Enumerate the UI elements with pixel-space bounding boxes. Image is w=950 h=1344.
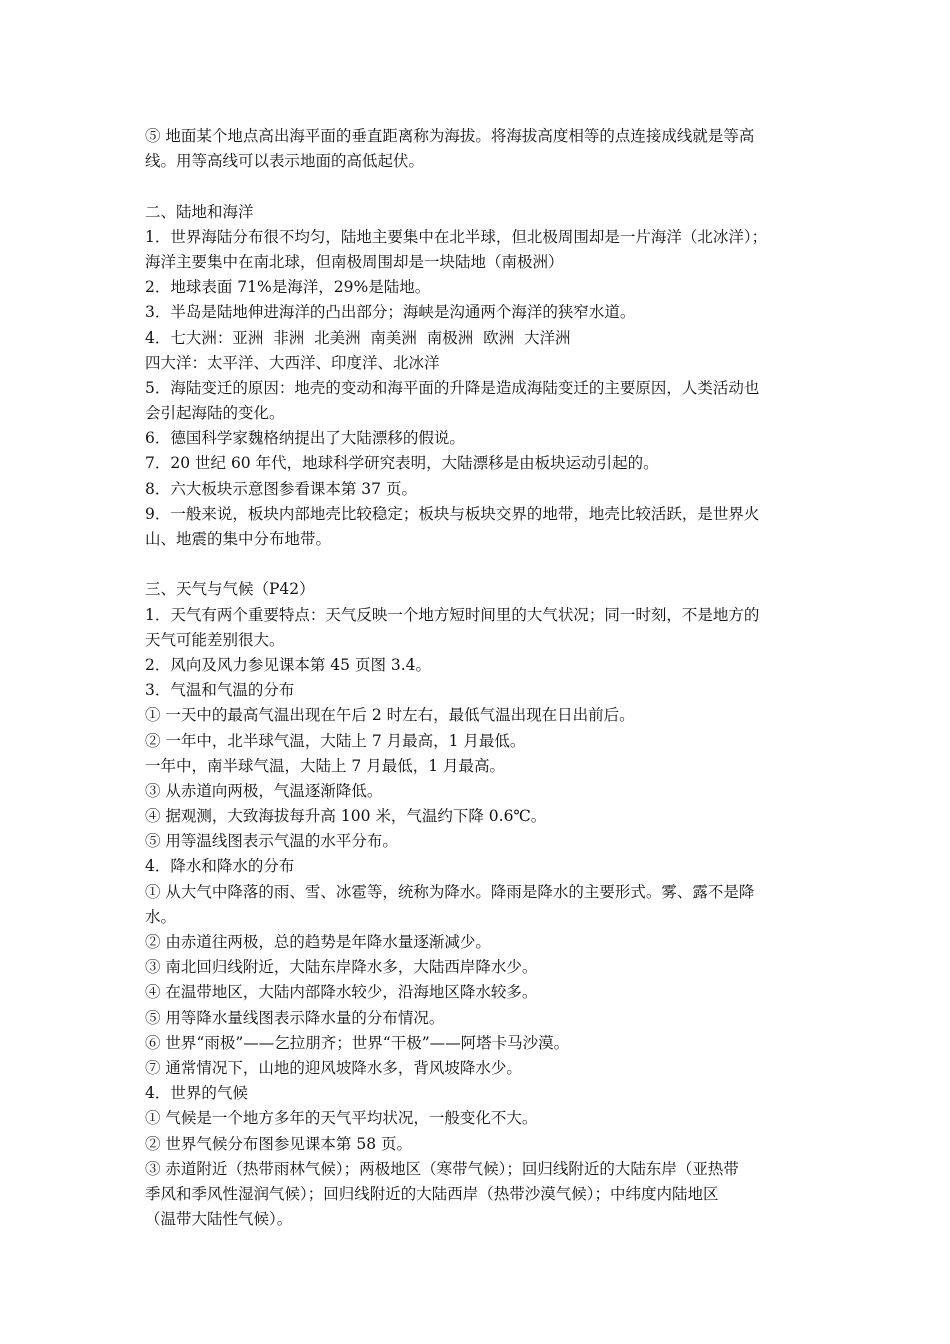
text-line: （温带大陆性气候）。 bbox=[145, 1210, 293, 1229]
text-line: 4．七大洲：亚洲 非洲 北美洲 南美洲 南极洲 欧洲 大洋洲 bbox=[145, 328, 571, 347]
text-line: 季风和季风性湿润气候）；回归线附近的大陆西岸（热带沙漠气候）；中纬度内陆地区 bbox=[145, 1184, 719, 1203]
document-page bbox=[145, 124, 825, 1232]
text-line: ③ 从赤道向两极，气温逐渐降低。 bbox=[145, 781, 383, 800]
text-line: 山、地震的集中分布地带。 bbox=[145, 530, 332, 548]
text-line: 9．一般来说，板块内部地壳比较稳定；板块与板块交界的地带，地壳比较活跃，是世界火 bbox=[145, 504, 760, 523]
text-line: 4．降水和降水的分布 bbox=[145, 857, 295, 876]
text-line: ② 世界气候分布图参见课本第 58 页。 bbox=[145, 1134, 413, 1153]
text-line: ② 由赤道往两极，总的趋势是年降水量逐渐减少。 bbox=[145, 933, 491, 951]
text-line: 天气可能差别很大。 bbox=[145, 630, 285, 649]
text-line: 1．天气有两个重要特点：天气反映一个地方短时间里的大气状况；同一时刻，不是地方的 bbox=[145, 605, 760, 624]
text-line: ⑤ 用等温线图表示气温的水平分布。 bbox=[145, 832, 398, 851]
text-line: 海洋主要集中在南北球，但南极周围却是一块陆地（南极洲） bbox=[145, 252, 564, 271]
text-line: 2．风向及风力参见课本第 45 页图 3.4。 bbox=[145, 655, 432, 674]
text-line: ① 气候是一个地方多年的天气平均状况，一般变化不大。 bbox=[145, 1109, 538, 1128]
text-line: ③ 赤道附近（热带雨林气候）；两极地区（寒带气候）；回归线附近的大陆东岸（亚热带 bbox=[145, 1159, 739, 1178]
text-line: 6．德国科学家魏格纳提出了大陆漂移的假说。 bbox=[145, 429, 465, 448]
text-line: ⑦ 通常情况下，山地的迎风坡降水多，背风坡降水少。 bbox=[145, 1058, 522, 1077]
text-line: ① 一天中的最高气温出现在午后 2 时左右，最低气温出现在日出前后。 bbox=[145, 706, 635, 725]
text-line: 5．海陆变迁的原因：地壳的变动和海平面的升降是造成海陆变迁的主要原因，人类活动也 bbox=[145, 378, 760, 397]
text-line: 会引起海陆的变化。 bbox=[145, 404, 285, 423]
text-line: 3．半岛是陆地伸进海洋的凸出部分；海峡是沟通两个海洋的狭窄水道。 bbox=[145, 303, 636, 322]
text-line: 线。用等高线可以表示地面的高低起伏。 bbox=[145, 152, 425, 171]
text-line: ④ 在温带地区，大陆内部降水较少，沿海地区降水较多。 bbox=[145, 983, 538, 1002]
text-line: 四大洋：太平洋、大西洋、印度洋、北冰洋 bbox=[145, 353, 440, 372]
text-line: 1．世界海陆分布很不均匀，陆地主要集中在北半球，但北极周围却是一片海洋（北冰洋）； bbox=[145, 227, 768, 246]
section-heading-weather-climate: 三、天气与气候（P42） bbox=[145, 580, 315, 599]
section-heading-land-ocean: 二、陆地和海洋 bbox=[145, 202, 254, 221]
text-line: 水。 bbox=[145, 907, 177, 926]
text-line: ⑤ 用等降水量线图表示降水量的分布情况。 bbox=[145, 1008, 445, 1027]
text-line: ⑤ 地面某个地点高出海平面的垂直距离称为海拔。将海拔高度相等的点连接成线就是等高 bbox=[145, 127, 755, 145]
text-line: 3．气温和气温的分布 bbox=[145, 681, 295, 700]
text-line: 4．世界的气候 bbox=[145, 1084, 248, 1103]
text-line: ③ 南北回归线附近，大陆东岸降水多，大陆西岸降水少。 bbox=[145, 958, 538, 977]
blank-line bbox=[145, 552, 825, 577]
text-line: 一年中，南半球气温，大陆上 7 月最低，1 月最高。 bbox=[145, 756, 506, 775]
text-line: ④ 据观测，大致海拔每升高 100 米，气温约下降 0.6℃。 bbox=[145, 807, 547, 826]
text-line: ② 一年中，北半球气温，大陆上 7 月最高，1 月最低。 bbox=[145, 731, 526, 750]
text-line: ⑥ 世界“雨极”——乞拉朋齐；世界“干极”——阿塔卡马沙漠。 bbox=[145, 1033, 570, 1052]
text-line: ① 从大气中降落的雨、雪、冰雹等，统称为降水。降雨是降水的主要形式。雾、露不是降 bbox=[145, 882, 755, 901]
text-line: 2．地球表面 71%是海洋，29%是陆地。 bbox=[145, 278, 431, 297]
blank-line bbox=[145, 174, 825, 199]
text-line: 8．六大板块示意图参看课本第 37 页。 bbox=[145, 479, 417, 498]
text-line: 7．20 世纪 60 年代，地球科学研究表明，大陆漂移是由板块运动引起的。 bbox=[145, 454, 659, 473]
